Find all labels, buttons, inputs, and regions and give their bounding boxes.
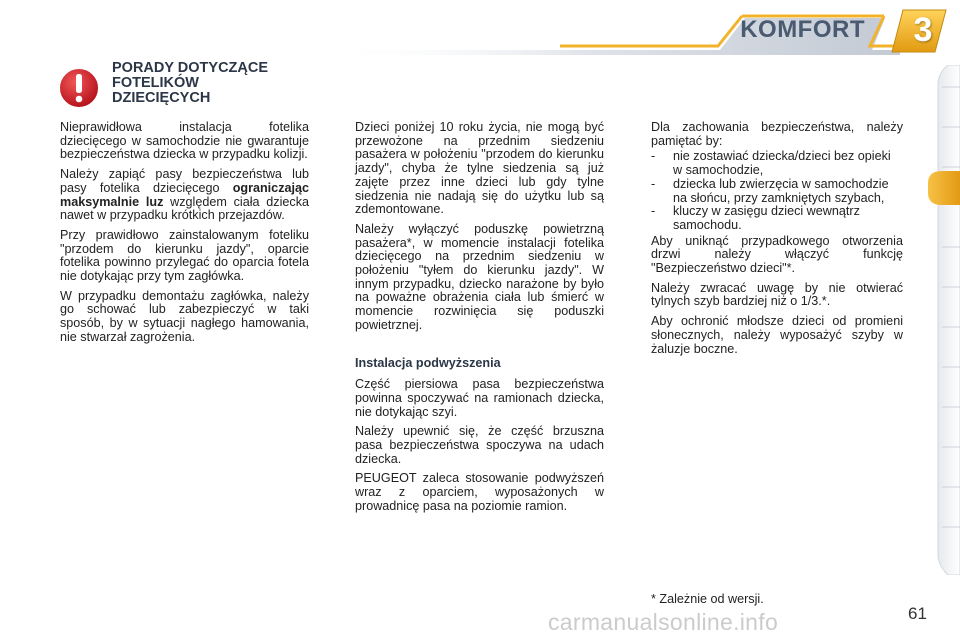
- warning-title-line: FOTELIKÓW: [112, 75, 199, 91]
- watermark: carmanualsonline.info: [548, 609, 779, 635]
- tab-strip-graphic: [928, 65, 960, 575]
- text-column-2: [355, 121, 604, 520]
- page-number: 61: [908, 604, 927, 623]
- paragraph-text: względem ciała dziecka nawet w przypadku krótkich przejazdów.: [60, 194, 309, 223]
- list-item: [651, 205, 903, 232]
- list-item-text: kluczy w zasięgu dzieci wewnątrz samochodu.: [673, 204, 860, 232]
- warning-title-line: PORADY DOTYCZĄCE: [112, 60, 269, 76]
- footnote: * Zależnie od wersji.: [651, 592, 764, 606]
- list-item-text: dziecka lub zwierzęcia w samochodzie na słońcu, przy zamkniętych szybach,: [673, 176, 889, 205]
- bullet-list: [651, 150, 903, 232]
- paragraph: Należy wyłączyć poduszkę powietrzną pasażera*, w momencie instalacji fotelika dziecięcego na przednim siedzeniu w położeniu "tyłem do kierunku jazdy". W innym przypadku, dziecko narażone by było na poważne obrażenia ciała lub śmierć w momencie rozwinięcia się poduszki powietrznej.: [355, 221, 604, 332]
- exclamation-icon: [57, 66, 101, 110]
- bullet-marker: -: [651, 176, 656, 191]
- paragraph: Dla zachowania bezpieczeństwa, należy pamiętać by:: [651, 120, 903, 148]
- text-column-1: [60, 121, 309, 351]
- text-column-3: [651, 121, 903, 362]
- section-heading: Instalacja podwyższenia: [355, 355, 501, 370]
- chapter-header: [0, 0, 960, 60]
- chapter-tab-strip: [928, 65, 960, 575]
- list-item-text: nie zostawiać dziecka/dzieci bez opieki w samochodzie,: [673, 149, 891, 178]
- warning-title-line: DZIECIĘCYCH: [112, 90, 211, 106]
- chapter-title: KOMFORT: [740, 16, 865, 43]
- paragraph: [60, 168, 309, 223]
- bullet-marker: -: [651, 149, 656, 164]
- paragraph: Nieprawidłowa instalacja fotelika dziecięcego w samochodzie nie gwarantuje bezpieczeństwa dziecka w przypadku kolizji.: [60, 120, 309, 162]
- paragraph: Część piersiowa pasa bezpieczeństwa powinna spoczywać na ramionach dziecka, nie dotykając szyi.: [355, 377, 604, 419]
- list-item: [651, 150, 903, 177]
- paragraph: W przypadku demontażu zagłówka, należy go schować lub zabezpieczyć w taki sposób, by w sytuacji nagłego hamowania, nie stwarzał zagrożenia.: [60, 288, 309, 344]
- paragraph: Należy upewnić się, że część brzuszna pasa bezpieczeństwa spoczywa na udach dziecka.: [355, 424, 604, 466]
- paragraph: Dzieci poniżej 10 roku życia, nie mogą być przewożone na przednim siedzeniu pasażera w położeniu "przodem do kierunku jazdy", chyba że tylne siedzenia są już zajęte przez inne dzieci lub gdy tylne siedzenia nie nadają się do użytku lub są zdemontowane.: [355, 120, 604, 217]
- paragraph-text: Należy zapiąć pasy bezpieczeństwa lub pasy fotelika dziecięcego: [60, 167, 309, 195]
- emphasis-text: ograniczając maksymalnie luz: [60, 180, 309, 209]
- warning-title: [112, 61, 312, 106]
- bullet-marker: -: [651, 204, 656, 219]
- paragraph: Przy prawidłowo zainstalowanym foteliku "przodem do kierunku jazdy", oparcie fotelika powinno przylegać do oparcia fotela nie dotykając przy tym zagłówka.: [60, 227, 309, 284]
- paragraph: Aby ochronić młodsze dzieci od promieni słonecznych, należy wyposażyć szyby w żaluzje boczne.: [651, 314, 903, 356]
- paragraph: Należy zwracać uwagę by nie otwierać tylnych szyb bardziej niż o 1/3.*.: [651, 280, 903, 309]
- paragraph: PEUGEOT zaleca stosowanie podwyższeń wraz z oparciem, wyposażonych w prowadnicę pasa na poziomie ramion.: [355, 471, 604, 513]
- chapter-number: 3: [913, 11, 933, 49]
- list-item: [651, 178, 903, 205]
- paragraph: Aby uniknąć przypadkowego otworzenia drzwi należy włączyć funkcję "Bezpieczeństwo dzieci"*.: [651, 233, 903, 276]
- spacer: [355, 339, 604, 357]
